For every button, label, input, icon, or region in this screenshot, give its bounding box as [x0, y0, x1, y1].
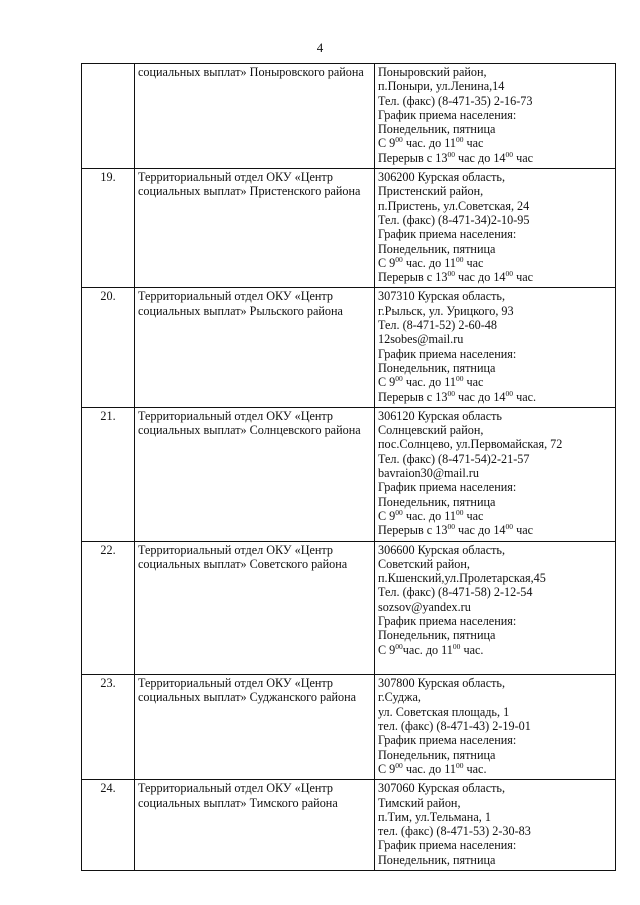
contact-text: час. до 11 [402, 642, 453, 657]
contact-text: час до 14 [454, 523, 506, 538]
contact-line: Тимский район, [378, 795, 461, 810]
time-superscript: 00 [505, 269, 514, 279]
office-contacts [375, 169, 616, 288]
contact-line: 307060 Курская область, [378, 781, 506, 796]
office-name: Территориальный отдел ОКУ «Центр социальных выплат» Суджанского района [135, 675, 375, 780]
contact-line: 306120 Курская область [378, 408, 502, 423]
office-contacts [375, 288, 616, 407]
contact-line: Тел. (8-471-52) 2-60-48 [378, 318, 497, 333]
contact-text: час. до 11 [402, 375, 456, 390]
table-row [82, 64, 616, 169]
contact-line: Понедельник, пятница [378, 628, 496, 643]
contact-line: sozsov@yandex.ru [378, 599, 471, 614]
contact-line: 306200 Курская область, [378, 170, 506, 185]
office-name: Территориальный отдел ОКУ «Центр социальных выплат» Советского района [135, 541, 375, 675]
contact-line: п.Пристень, ул.Советская, 24 [378, 198, 530, 213]
contact-line: График приема населения: [378, 480, 517, 495]
contact-line: п.Кшенский,ул.Пролетарская,45 [378, 571, 546, 586]
contact-line [378, 762, 612, 776]
contact-line: 307310 Курская область, [378, 289, 506, 304]
row-number [82, 64, 135, 169]
contact-line [378, 390, 612, 404]
row-number: 20. [82, 288, 135, 407]
time-superscript: 00 [447, 388, 455, 398]
time-superscript: 00 [395, 374, 403, 384]
table-row [82, 407, 616, 541]
office-contacts [375, 675, 616, 780]
contact-line: г.Рыльск, ул. Урицкого, 93 [378, 303, 514, 318]
table-row [82, 288, 616, 407]
contact-line: Тел. (факс) (8-471-58) 2-12-54 [378, 585, 533, 600]
office-name: Территориальный отдел ОКУ «Центр социальных выплат» Солнцевского района [135, 407, 375, 541]
contact-text: час [463, 255, 484, 270]
contact-text: час. до 11 [402, 508, 456, 523]
contact-line [378, 523, 612, 537]
contact-text: час. до 11 [402, 136, 456, 151]
contact-text: час. до 11 [402, 761, 456, 776]
office-name: Территориальный отдел ОКУ «Центр социальных выплат» Тимского района [135, 780, 375, 871]
office-name: социальных выплат» Поныровского района [135, 64, 375, 169]
time-superscript: 00 [452, 641, 461, 651]
contact-text: час [513, 150, 534, 165]
time-superscript: 00 [395, 641, 403, 651]
row-number: 23. [82, 675, 135, 780]
page-number: 4 [316, 40, 324, 55]
contact-line: тел. (факс) (8-471-43) 2-19-01 [378, 719, 531, 734]
offices-table [81, 63, 616, 871]
contact-line: Понедельник, пятница [378, 852, 496, 867]
contact-line: Солнцевский район, [378, 423, 484, 438]
contact-line [378, 151, 612, 165]
contact-line: тел. (факс) (8-471-53) 2-30-83 [378, 824, 531, 839]
contact-line: Понедельник, пятница [378, 122, 496, 137]
time-superscript: 00 [455, 135, 464, 145]
contact-text: Перерыв с 13 [378, 270, 448, 285]
contact-text: час. [513, 389, 537, 404]
offices-table-body [82, 64, 616, 871]
contact-line [378, 509, 612, 523]
contact-line: График приема населения: [378, 346, 517, 361]
time-superscript: 00 [395, 135, 403, 145]
contact-line: ул. Советская площадь, 1 [378, 704, 510, 719]
contact-line: Тел. (факс) (8-471-54)2-21-57 [378, 451, 530, 466]
contact-text: час [463, 136, 484, 151]
contact-text: час [513, 270, 534, 285]
office-contacts [375, 541, 616, 675]
contact-text: Перерыв с 13 [378, 389, 448, 404]
time-superscript: 00 [395, 507, 403, 517]
contact-line: Советский район, [378, 556, 470, 571]
contact-text: час. [460, 642, 484, 657]
office-contacts [375, 64, 616, 169]
contact-text: С 9 [378, 508, 396, 523]
table-row [82, 780, 616, 871]
office-name: Территориальный отдел ОКУ «Центр социальных выплат» Рыльского района [135, 288, 375, 407]
contact-text: час [513, 523, 534, 538]
table-row [82, 675, 616, 780]
contact-text: С 9 [378, 642, 396, 657]
table-row [82, 541, 616, 675]
contact-line: Понедельник, пятница [378, 360, 496, 375]
contact-text: С 9 [378, 136, 396, 151]
time-superscript: 00 [505, 522, 514, 532]
contact-line: 306600 Курская область, [378, 542, 506, 557]
contact-line: График приема населения: [378, 107, 517, 122]
time-superscript: 00 [455, 760, 464, 770]
time-superscript: 00 [455, 374, 464, 384]
contact-line: График приема населения: [378, 838, 517, 853]
row-number: 24. [82, 780, 135, 871]
office-contacts [375, 407, 616, 541]
office-contacts [375, 780, 616, 871]
contact-line: п.Поныри, ул.Ленина,14 [378, 79, 505, 94]
contact-line: График приема населения: [378, 733, 517, 748]
contact-line: Понедельник, пятница [378, 241, 496, 256]
contact-line: Поныровский район, [378, 65, 487, 79]
table-row [82, 169, 616, 288]
contact-line [378, 256, 612, 270]
contact-line: Тел. (факс) (8-471-35) 2-16-73 [378, 93, 533, 108]
time-superscript: 00 [447, 149, 455, 159]
contact-text: час до 14 [454, 389, 506, 404]
contact-text: Перерыв с 13 [378, 150, 448, 165]
contact-line [378, 270, 612, 284]
time-superscript: 00 [447, 269, 455, 279]
row-number: 19. [82, 169, 135, 288]
contact-text: С 9 [378, 375, 396, 390]
contact-text: час [463, 375, 484, 390]
office-name: Территориальный отдел ОКУ «Центр социальных выплат» Пристенского района [135, 169, 375, 288]
contact-text: час до 14 [454, 270, 506, 285]
contact-line: Тел. (факс) (8-471-34)2-10-95 [378, 212, 530, 227]
contact-line: Понедельник, пятница [378, 494, 496, 509]
contact-line: г.Суджа, [378, 690, 421, 705]
contact-line: Понедельник, пятница [378, 747, 496, 762]
time-superscript: 00 [455, 507, 464, 517]
contact-line [378, 643, 612, 657]
time-superscript: 00 [455, 254, 464, 264]
contact-text: час [463, 508, 484, 523]
contact-line: пос.Солнцево, ул.Первомайская, 72 [378, 437, 563, 452]
row-number: 21. [82, 407, 135, 541]
contact-text: час до 14 [454, 150, 506, 165]
contact-text: час. до 11 [402, 255, 456, 270]
contact-text: С 9 [378, 761, 396, 776]
contact-line [378, 136, 612, 150]
time-superscript: 00 [395, 760, 403, 770]
time-superscript: 00 [505, 149, 514, 159]
row-number: 22. [82, 541, 135, 675]
time-superscript: 00 [505, 388, 514, 398]
contact-text: С 9 [378, 255, 396, 270]
contact-text: Перерыв с 13 [378, 523, 448, 538]
contact-line [378, 375, 612, 389]
contact-line [378, 657, 612, 671]
contact-line: п.Тим, ул.Тельмана, 1 [378, 809, 491, 824]
time-superscript: 00 [395, 254, 403, 264]
contact-line: График приема населения: [378, 613, 517, 628]
contact-line: 307800 Курская область, [378, 676, 506, 691]
contact-line: bavraion30@mail.ru [378, 466, 479, 481]
time-superscript: 00 [447, 522, 455, 532]
contact-line: Пристенский район, [378, 184, 484, 199]
contact-line: 12sobes@mail.ru [378, 332, 464, 347]
contact-text: час. [463, 761, 487, 776]
contact-line: График приема населения: [378, 227, 517, 242]
